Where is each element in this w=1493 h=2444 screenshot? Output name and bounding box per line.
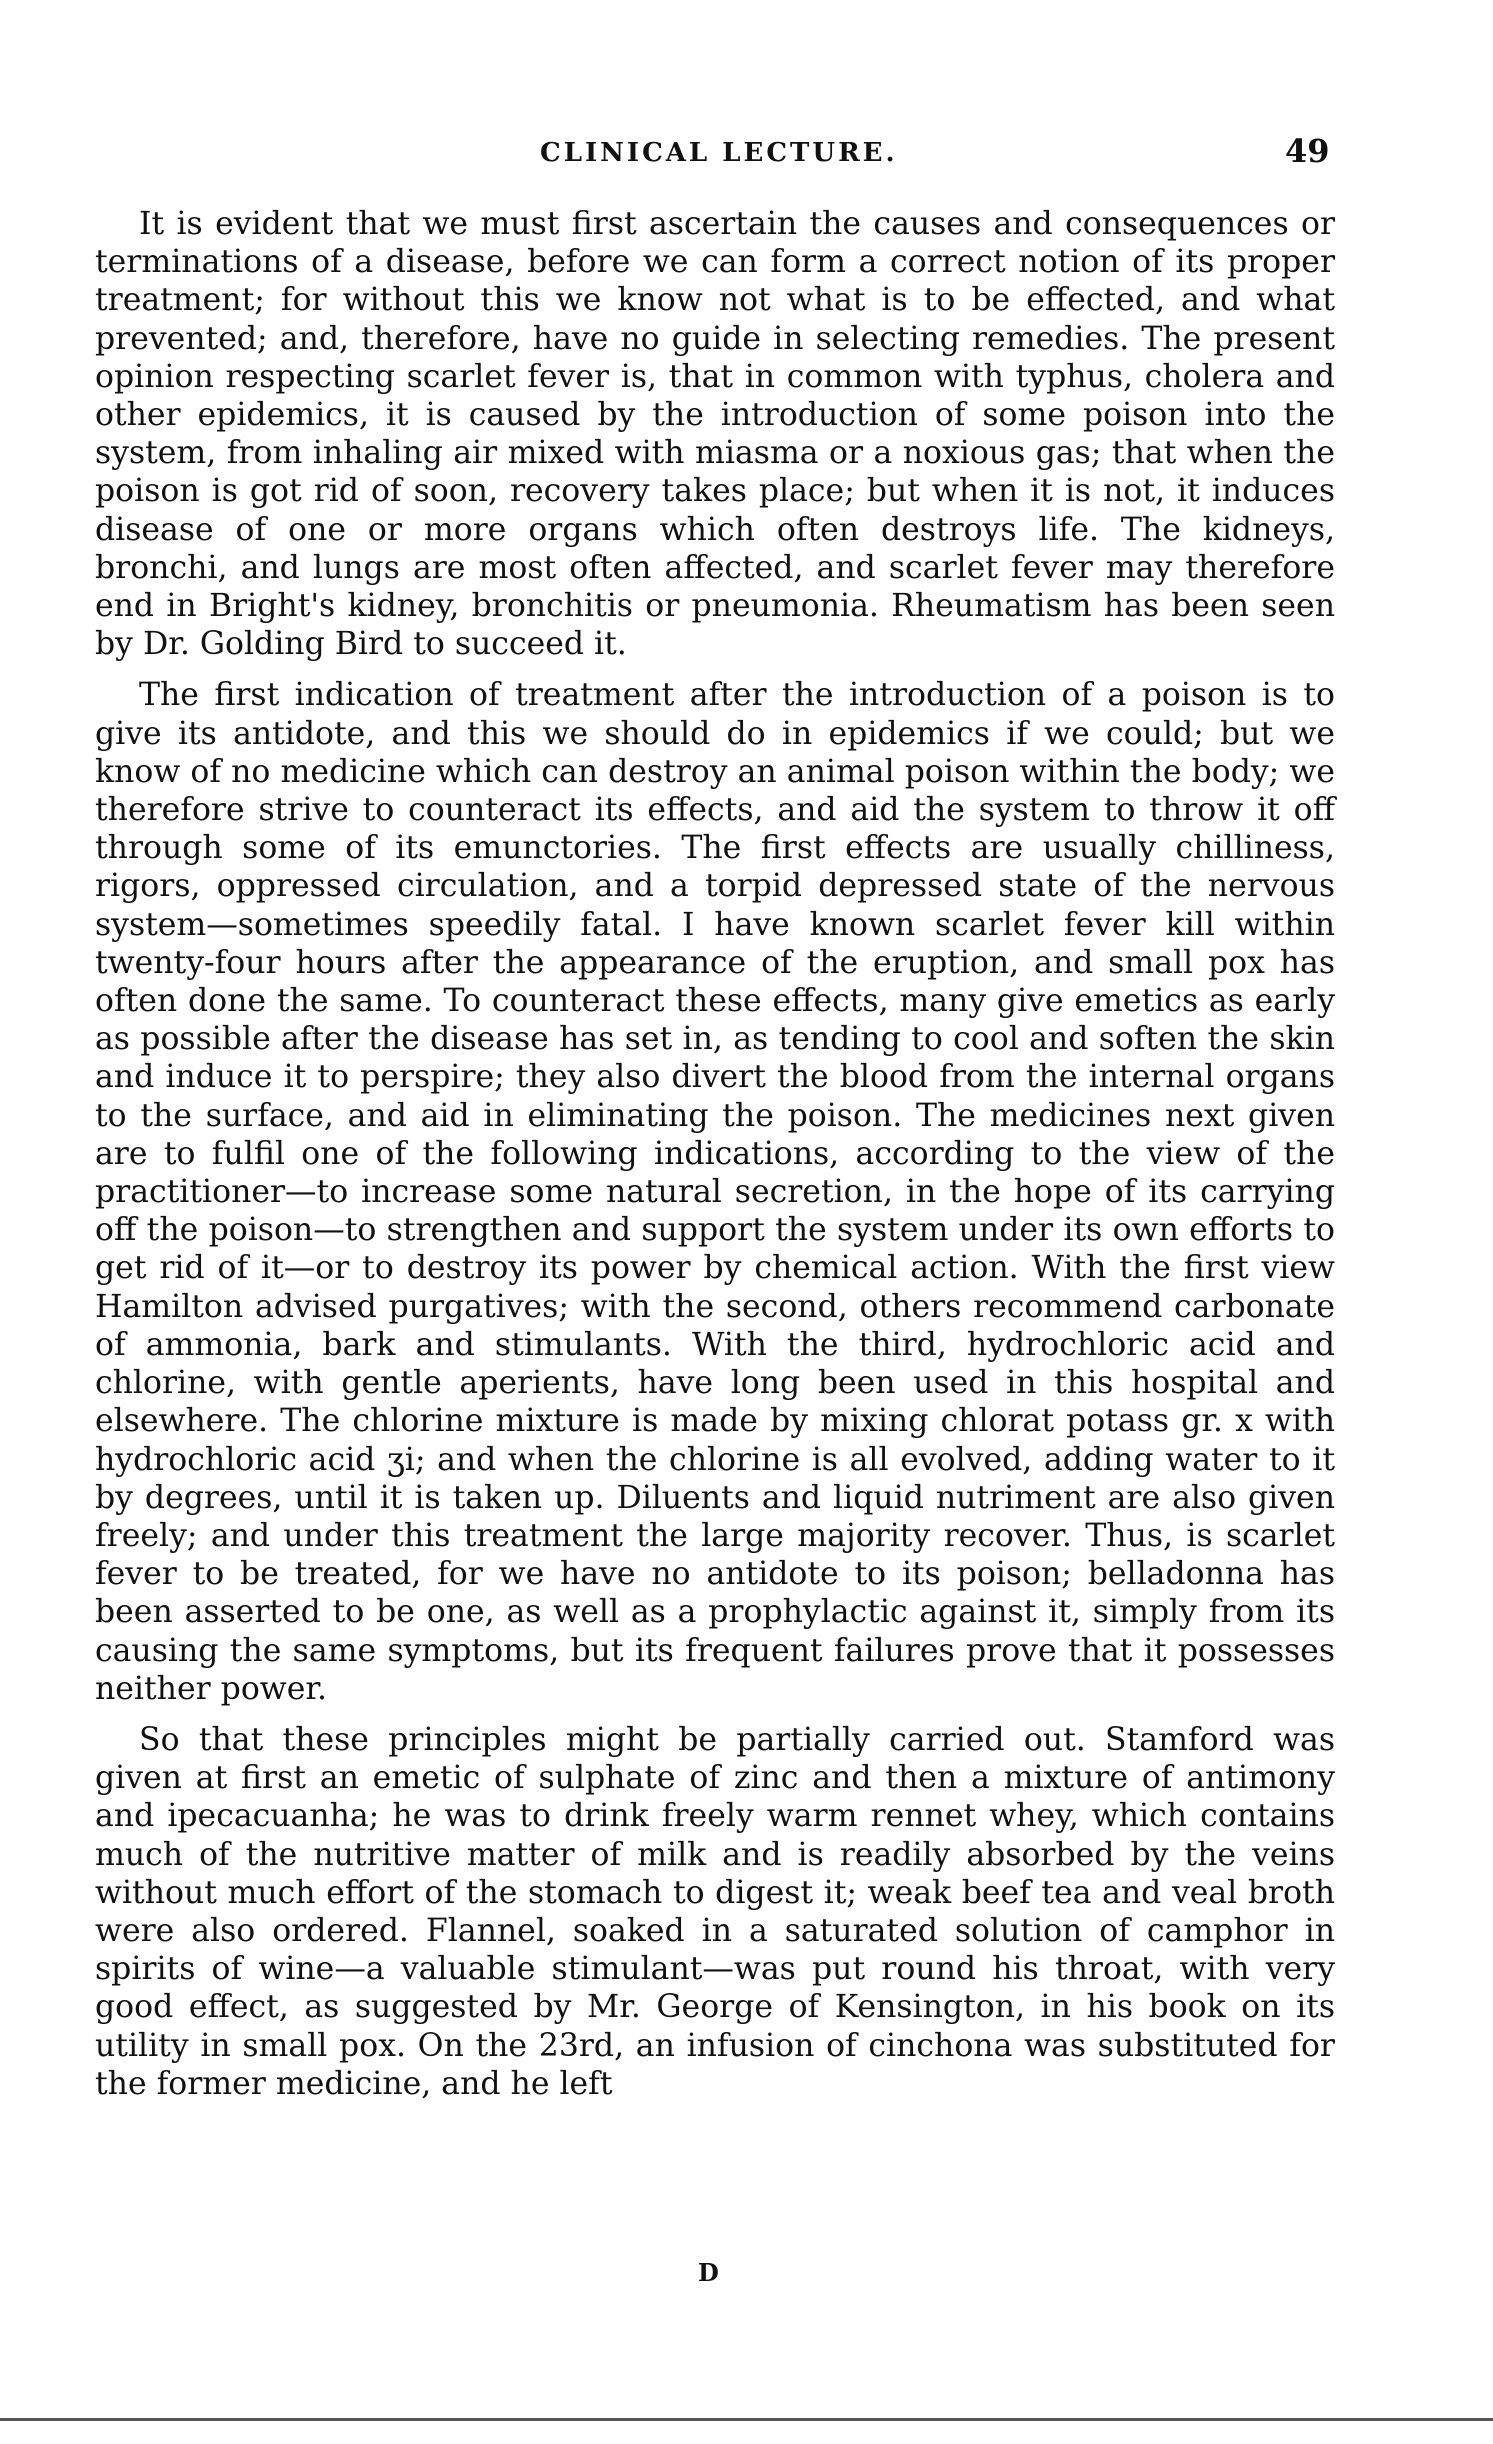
running-head: CLINICAL LECTURE. <box>540 138 898 168</box>
paragraph: It is evident that we must first ascertain the causes and consequences or terminations of a disease, before we can form a correct notion of its proper treatment; for without this we know not what is to be effected, and what prevented; and, therefore, have no guide in selecting remedies. The present opinion respecting scarlet fever is, that in common with typhus, cholera and other epidemics, it is caused by the introduction of some poison into the system, from inhaling air mixed with miasma or a noxious gas; that when the poison is got rid of soon, recovery takes place; but when it is not, it induces disease of one or more organs which often destroys life. The kidneys, bronchi, and lungs are most often affected, and scarlet fever may therefore end in Bright's kidney, bronchitis or pneumonia. Rheumatism has been seen by Dr. Golding Bird to succeed it. <box>95 206 1335 663</box>
page-number: 49 <box>1285 132 1330 170</box>
body-text <box>95 205 1335 2116</box>
bottom-rule <box>0 2418 1493 2421</box>
paragraph: So that these principles might be partially carried out. Stamford was given at first an emetic of sulphate of zinc and then a mixture of antimony and ipecacuanha; he was to drink freely warm rennet whey, which contains much of the nutritive matter of milk and is readily absorbed by the veins without much effort of the stomach to digest it; weak beef tea and veal broth were also ordered. Flannel, soaked in a saturated solution of camphor in spirits of wine—a valuable stimulant—was put round his throat, with very good effect, as suggested by Mr. George of Kensington, in his book on its utility in small pox. On the 23rd, an infusion of cinchona was substituted for the former medicine, and he left <box>95 1721 1335 2102</box>
signature-mark: D <box>698 2258 719 2287</box>
paragraph: The first indication of treatment after the introduction of a poison is to give its antidote, and this we should do in epidemics if we could; but we know of no medicine which can destroy an animal poison within the body; we therefore strive to counteract its effects, and aid the system to throw it off through some of its emunctories. The first effects are usually chilliness, rigors, oppressed circulation, and a torpid depressed state of the nervous system—sometimes speedily fatal. I have known scarlet fever kill within twenty-four hours after the appearance of the eruption, and small pox has often done the same. To counteract these effects, many give emetics as early as possible after the disease has set in, as tending to cool and soften the skin and induce it to perspire; they also divert the blood from the internal organs to the surface, and aid in eliminating the poison. The medicines next given are to fulfil one of the following indications, according to the view of the practitioner—to increase some natural secretion, in the hope of its carrying off the poison—to strengthen and support the system under its own efforts to get rid of it—or to destroy its power by chemical action. With the first view Hamilton advised purgatives; with the second, others recommend carbonate of ammonia, bark and stimulants. With the third, hydrochloric acid and chlorine, with gentle aperients, have long been used in this hospital and elsewhere. The chlorine mixture is made by mixing chlorat potass gr. x with hydrochloric acid ʒi; and when the chlorine is all evolved, adding water to it by degrees, until it is taken up. Diluents and liquid nutriment are also given freely; and under this treatment the large majority recover. Thus, is scarlet fever to be treated, for we have no antidote to its poison; belladonna has been asserted to be one, as well as a prophylactic against it, simply from its causing the same symptoms, but its frequent failures prove that it possesses neither power. <box>95 677 1335 1707</box>
